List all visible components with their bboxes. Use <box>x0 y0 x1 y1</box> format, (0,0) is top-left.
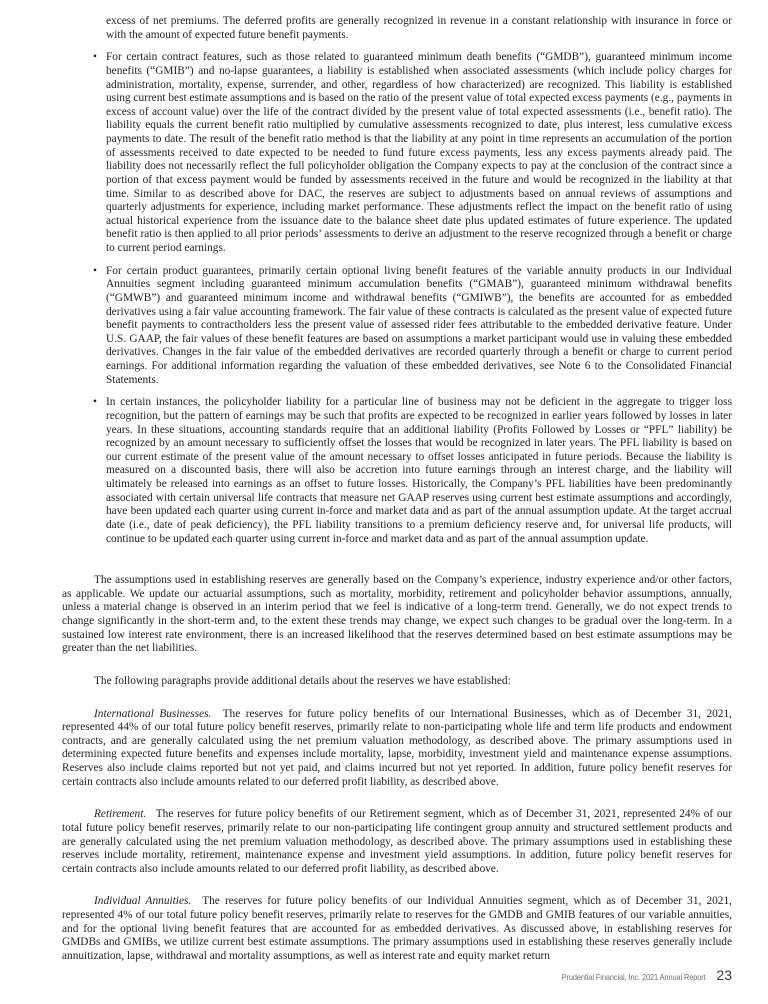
bullet-list <box>62 51 732 546</box>
footer-title: Prudential Financial, Inc. 2021 Annual Report <box>562 972 706 982</box>
bullet-text: For certain product guarantees, primarily certain optional living benefit features of the variable annuity products in our Individual Annuities segment including guaranteed minimum accumulation benefits (“GMAB”), guaranteed minimum withdrawal benefits (“GMWB”) and guaranteed minimum income and withdrawal benefits (“GMIWB”), the benefits are accounted for as embedded derivatives using a fair value accounting framework. The fair value of these contracts is calculated as the present value of expected future benefit payments to contractholders less the present value of assessed rider fees attributable to the embedded derivative feature. Under U.S. GAAP, the fair values of these benefit features are based on assumptions a market participant would use in valuing these embedded derivatives. Changes in the fair value of the embedded derivatives are recorded quarterly through a benefit or charge to current period earnings. For additional information regarding the valuation of these embedded derivatives, see Note 6 to the Consolidated Financial Statements. <box>106 264 732 386</box>
section-body: The reserves for future policy benefits of our International Businesses, which as of December 31, 2021, represented 44% of our total future policy benefit reserves, primarily relate to non-participating whole life and term life products and endowment contracts, and are generally calculated using the net premium valuation methodology, as described above. The primary assumptions used in determining expected future benefits and expenses include mortality, lapse, morbidity, investment yield and maintenance expense assumptions. Reserves also include claims reported but not yet paid, and claims incurred but not yet reported. In addition, future policy benefit reserves for certain contracts also include amounts related to our deferred profit liability, as described above. <box>62 707 732 788</box>
document-page <box>62 15 732 964</box>
section-heading: Retirement. <box>94 808 147 821</box>
international-businesses-paragraph <box>62 708 732 790</box>
bullet-text: For certain contract features, such as those related to guaranteed minimum death benefits (“GMDB”), guaranteed minimum income benefits (“GMIB”) and no-lapse guarantees, a liability is established when associated assessments (which include policy charges for administration, mortality, expense, surrender, and other, regardless of how characterized) are recognized. This liability is established using current best estimate assumptions and is based on the ratio of the present value of total expected excess payments (e.g., payments in excess of account value) over the life of the contract divided by the present value of total expected assessments (i.e., benefit ratio). The liability equals the current benefit ratio multiplied by cumulative assessments recognized to date, plus interest, less cumulative excess payments to date. The result of the benefit ratio method is that the liability at any point in time represents an accumulation of the portion of assessments received to date expected to be needed to fund future excess payments, less any excess payments already paid. The liability does not necessarily reflect the full policyholder obligation the Company expects to pay at the conclusion of the contract since a portion of that excess payment would be funded by assessments received in the future and would be recognized in the liability at that time. Similar to as described above for DAC, the reserves are subject to adjustments based on annual reviews of assumptions and quarterly adjustments for experience, including market performance. These adjustments reflect the impact on the benefit ratio of using actual historical experience from the issuance date to the balance sheet date plus updated estimates of future experience. The updated benefit ratio is then applied to all prior periods’ assessments to derive an adjustment to the reserve recognized through a benefit or charge to current period earnings. <box>106 51 732 254</box>
list-item <box>62 396 732 546</box>
section-body: The reserves for future policy benefits of our Individual Annuities segment, which as of December 31, 2021, represented 4% of our total future policy benefit reserves, primarily relate to reserves for the GMDB and GMIB features of our variable annuities, and for the optional living benefit features that are accounted for as embedded derivatives. As discussed above, in establishing reserves for GMDBs and GMIBs, we utilize current best estimate assumptions. The primary assumptions used in establishing these reserves generally include annuitization, lapse, withdrawal and mortality assumptions, as well as interest rate and equity market return <box>62 895 732 962</box>
bullet-icon: • <box>93 396 97 409</box>
page-footer <box>542 967 732 985</box>
page-number: 23 <box>716 967 732 983</box>
retirement-paragraph <box>62 808 732 876</box>
bullet-icon: • <box>93 264 97 277</box>
bullet-text: In certain instances, the policyholder liability for a particular line of business may not be deficient in the aggregate to trigger loss recognition, but the pattern of earnings may be such that profits are expected to be recognized in earlier years followed by losses in later years. In these situations, accounting standards require that an additional liability (Profits Followed by Losses or “PFL” liability) be recognized by an amount necessary to sufficiently offset the losses that would be recognized in later years. The PFL liability is based on our current estimate of the present value of the amount necessary to offset losses anticipated in future periods. Because the liability is measured on a discounted basis, there will also be accretion into future earnings through an interest charge, and the liability will ultimately be released into earnings as an offset to future losses. Historically, the Company’s PFL liabilities have been predominantly associated with certain universal life contracts that measure net GAAP reserves using current best estimate assumptions and accordingly, have been updated each quarter using current in-force and market data and as part of the annual assumption update. At the target accrual date (i.e., date of peak deficiency), the PFL liability transitions to a premium deficiency reserve and, for universal life products, will continue to be updated each quarter using current in-force and market data and as part of the annual assumption update. <box>106 396 732 545</box>
section-heading: International Businesses. <box>94 707 212 720</box>
individual-annuities-paragraph <box>62 895 732 963</box>
list-item <box>62 51 732 255</box>
list-item <box>62 265 732 388</box>
intro-paragraph: The following paragraphs provide additional details about the reserves we have established: <box>94 674 511 687</box>
section-heading: Individual Annuities. <box>94 895 192 908</box>
assumptions-paragraph: The assumptions used in establishing reserves are generally based on the Company’s experience, industry experience and/or other factors, as applicable. We update our actuarial assumptions, such as mortality, morbidity, retirement and policyholder behavior assumptions, annually, unless a material change is observed in an interim period that we feel is indicative of a long-term trend. Generally, we do not expect trends to change significantly in the short-term and, to the extent these trends may change, we expect such changes to be gradual over the long-term. In a sustained low interest rate environment, there is an increased likelihood that the reserves determined based on best estimate assumptions may be greater than the net liabilities. <box>62 574 732 655</box>
continued-paragraph: excess of net premiums. The deferred profits are generally recognized in revenue in a constant relationship with insurance in force or with the amount of expected future benefit payments. <box>106 15 732 41</box>
bullet-icon: • <box>93 51 97 64</box>
section-body: The reserves for future policy benefits of our Retirement segment, which as of December 31, 2021, represented 24% of our total future policy benefit reserves, primarily relate to our non-participating life contingent group annuity and structured settlement products and are generally calculated using the net premium valuation methodology, as described above. The primary assumptions used in establishing these reserves include mortality, retirement, maintenance expense and investment yield assumptions. In addition, future policy benefit reserves for certain contracts also include amounts related to our deferred profit liability, as described above. <box>62 808 732 875</box>
